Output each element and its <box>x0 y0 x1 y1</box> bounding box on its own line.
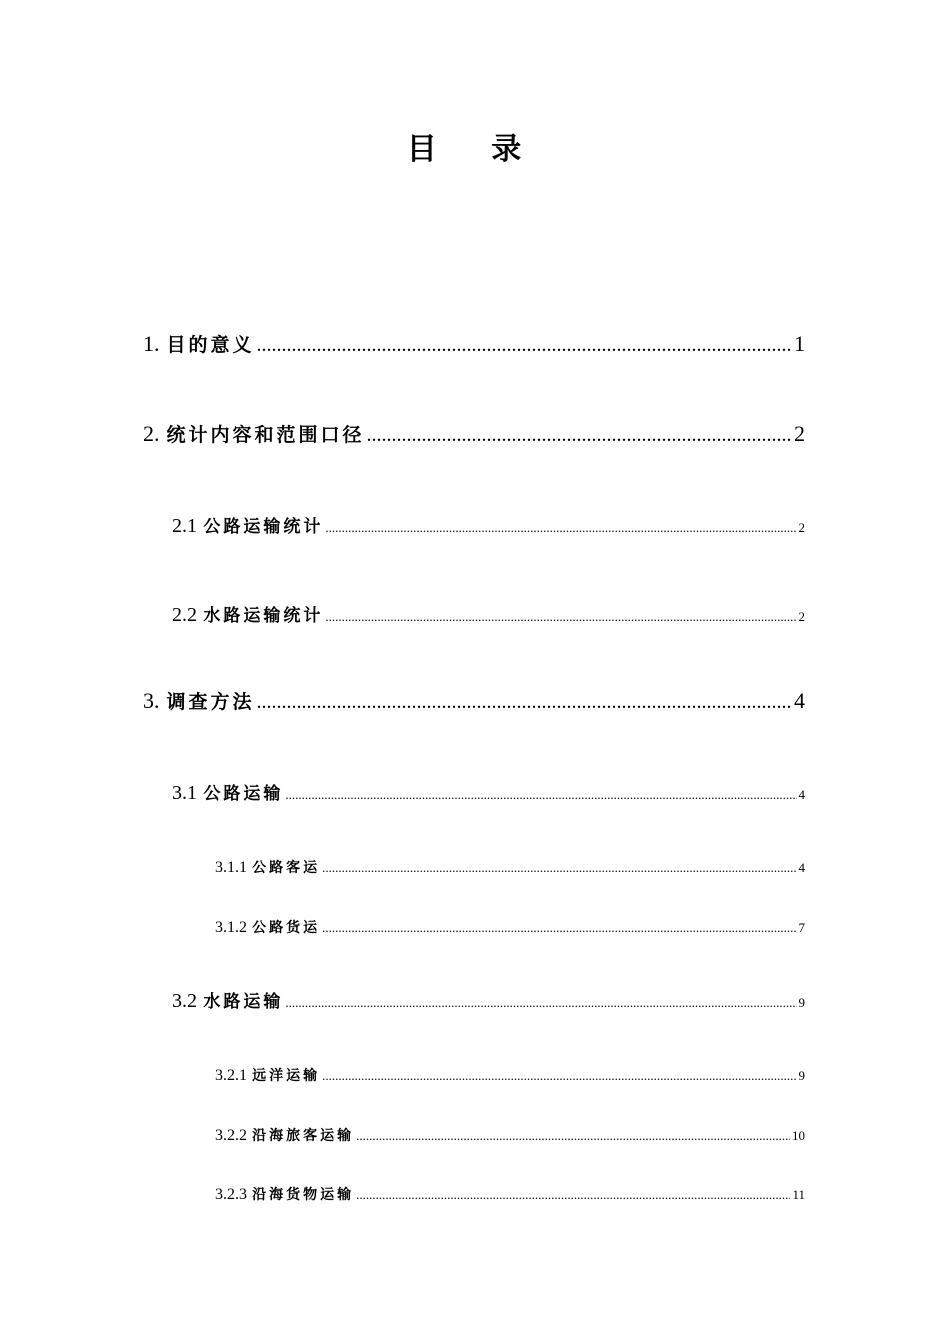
toc-entry-1[interactable] <box>143 330 805 357</box>
toc-entry-2[interactable] <box>143 420 805 447</box>
toc-leader-dots <box>356 1128 790 1144</box>
toc-entry-3-2-3[interactable] <box>215 1184 805 1204</box>
toc-leader-dots <box>356 1187 790 1203</box>
toc-leader-dots <box>257 334 792 357</box>
toc-entry-text: 公路客运 <box>252 860 321 876</box>
toc-entry-label <box>172 601 323 627</box>
toc-entry-3-2-2[interactable] <box>215 1125 805 1145</box>
toc-page-number: 2 <box>798 609 805 624</box>
toc-entry-text: 远洋运输 <box>252 1068 321 1084</box>
toc-entry-label <box>143 330 255 357</box>
toc-entry-number: 2.2 <box>172 604 197 626</box>
toc-entry-3-1[interactable] <box>172 779 805 805</box>
toc-leader-dots <box>325 520 796 536</box>
toc-entry-label <box>143 420 365 447</box>
toc-page-number: 4 <box>798 787 805 802</box>
toc-entry-text: 沿海旅客运输 <box>252 1128 355 1144</box>
toc-entry-number: 3.2.1 <box>215 1067 247 1084</box>
toc-entry-2-2[interactable] <box>172 601 805 627</box>
toc-page-number: 10 <box>792 1128 805 1143</box>
toc-entry-number: 3.2.2 <box>215 1127 247 1144</box>
toc-entry-label <box>172 512 323 538</box>
toc-leader-dots <box>285 787 796 803</box>
toc-leader-dots <box>367 424 792 447</box>
toc-entry-label <box>215 917 320 937</box>
toc-entry-number: 1. <box>143 331 160 356</box>
toc-leader-dots <box>322 1068 796 1084</box>
toc-entry-number: 3.2 <box>172 990 197 1012</box>
toc-entry-text: 水路运输 <box>203 992 284 1012</box>
toc-page-number: 7 <box>798 920 805 935</box>
toc-leader-dots <box>257 691 792 714</box>
toc-entry-3[interactable] <box>143 687 805 714</box>
toc-entry-text: 目的意义 <box>166 334 255 356</box>
toc-entry-label <box>215 1184 354 1204</box>
toc-entry-label <box>172 987 283 1013</box>
toc-entry-number: 3.1 <box>172 782 197 804</box>
toc-entry-label <box>172 779 283 805</box>
toc-entry-text: 统计内容和范围口径 <box>166 424 365 446</box>
toc-page-number: 4 <box>794 688 805 713</box>
toc-entry-number: 3.1.2 <box>215 919 247 936</box>
toc-page-number: 2 <box>798 520 805 535</box>
toc-entry-text: 沿海货物运输 <box>252 1187 355 1203</box>
toc-entry-text: 公路运输统计 <box>203 517 324 537</box>
toc-entry-number: 2. <box>143 421 160 446</box>
toc-page-number: 9 <box>798 1068 805 1083</box>
toc-entry-number: 2.1 <box>172 515 197 537</box>
toc-page-number: 11 <box>792 1187 805 1202</box>
toc-entry-label <box>215 857 320 877</box>
toc-entry-3-2[interactable] <box>172 987 805 1013</box>
toc-entry-number: 3.2.3 <box>215 1186 247 1203</box>
toc-page-number: 1 <box>794 331 805 356</box>
toc-entry-text: 公路货运 <box>252 920 321 936</box>
toc-leader-dots <box>322 920 796 936</box>
toc-leader-dots <box>325 609 796 625</box>
toc-entry-text: 公路运输 <box>203 784 284 804</box>
toc-entry-3-1-2[interactable] <box>215 917 805 937</box>
toc-entry-label <box>215 1065 320 1085</box>
toc-entry-3-2-1[interactable] <box>215 1065 805 1085</box>
toc-entry-3-1-1[interactable] <box>215 857 805 877</box>
toc-page-number: 4 <box>798 860 805 875</box>
page-title: 目 录 <box>406 132 544 167</box>
toc-entry-text: 调查方法 <box>166 691 255 713</box>
toc-entry-number: 3.1.1 <box>215 859 247 876</box>
toc-entry-label <box>143 687 255 714</box>
toc-leader-dots <box>322 860 796 876</box>
toc-page-number: 9 <box>798 995 805 1010</box>
toc-entry-label <box>215 1125 354 1145</box>
toc-entry-number: 3. <box>143 688 160 713</box>
toc-entry-2-1[interactable] <box>172 512 805 538</box>
toc-page-number: 2 <box>794 421 805 446</box>
toc-entry-text: 水路运输统计 <box>203 606 324 626</box>
toc-leader-dots <box>285 995 796 1011</box>
